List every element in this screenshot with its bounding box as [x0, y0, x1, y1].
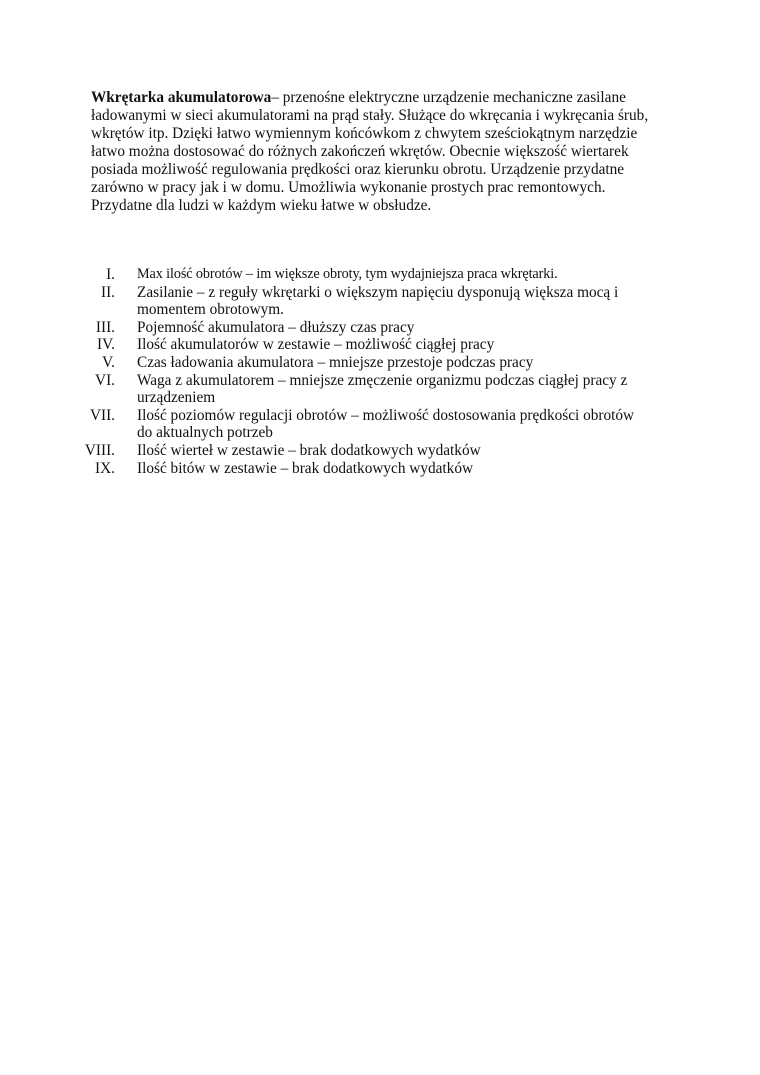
list-item-text: Waga z akumulatorem – mniejsze zmęczenie organizmu podczas ciągłej pracy z urządzeniem [137, 371, 628, 407]
list-item-number: IX. [95, 459, 115, 477]
list-item-number: IV. [97, 336, 115, 354]
list-item-text: Ilość wierteł w zestawie – brak dodatkowych wydatków [137, 441, 481, 459]
list-item-text: Ilość poziomów regulacji obrotów – możliwość dostosowania prędkości obrotów do aktualnych potrzeb [137, 406, 635, 442]
intro-paragraph [91, 89, 651, 215]
list-item-number: III. [95, 318, 115, 336]
list-item-text: Czas ładowania akumulatora – mniejsze przestoje podczas pracy [137, 353, 534, 371]
list-item [70, 266, 670, 284]
list-item-number: I. [106, 266, 115, 283]
list-item [70, 460, 670, 478]
list-item-text: Ilość bitów w zestawie – brak dodatkowych wydatków [137, 459, 474, 477]
list-item [70, 284, 670, 319]
feature-list [70, 266, 670, 477]
list-item [70, 319, 670, 337]
intro-term: Wkrętarka akumulatorowa [91, 89, 272, 106]
list-item-text: Pojemność akumulatora – dłuższy czas pracy [137, 318, 415, 336]
list-item-number: II. [100, 283, 115, 301]
list-item-text: Max ilość obrotów – im większe obroty, tym wydajniejsza praca wkrętarki. [137, 266, 558, 282]
list-item [70, 354, 670, 372]
list-item-text: Zasilanie – z reguły wkrętarki o większym napięciu dysponują większa mocą i momentem obrotowym. [137, 283, 619, 319]
intro-text: – przenośne elektryczne urządzenie mechaniczne zasilane ładowanymi w sieci akumulatorami na prąd stały. Służące do wkręcania i wykręcania śrub, wkrętów itp. Dzięki łatwo wymiennym końcówkom z chwytem sześciokątnym narzędzie łatwo można dostosować do różnych zakończeń wkrętów. Obecnie większość wiertarek posiada możliwość regulowania prędkości oraz kierunku obrotu. Urządzenie przydatne zarówno w pracy jak i w domu. Umożliwia wykonanie prostych prac remontowych. Przydatne dla ludzi w każdym wieku łatwe w obsłudze. [91, 89, 649, 214]
list-item [70, 372, 670, 407]
list-item-number: VIII. [84, 441, 115, 459]
list-item-number: VI. [95, 371, 115, 389]
list-item-number: V. [102, 353, 115, 371]
list-item [70, 407, 670, 442]
list-item [70, 336, 670, 354]
list-item-text: Ilość akumulatorów w zestawie – możliwość ciągłej pracy [137, 336, 495, 354]
list-item [70, 442, 670, 460]
list-item-number: VII. [89, 406, 115, 424]
